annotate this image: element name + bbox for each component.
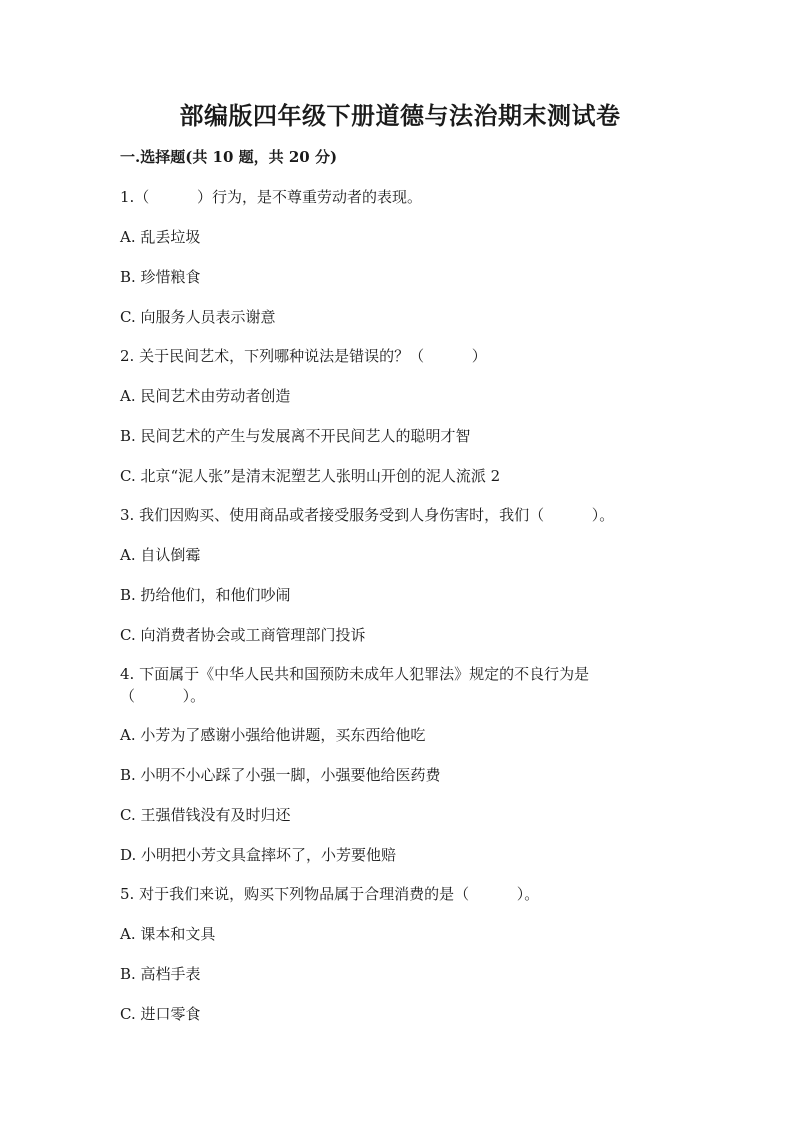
question-1-stem: 1.（ ）行为，是不尊重劳动者的表现。: [120, 188, 422, 206]
question-4-option-c: C. 王强借钱没有及时归还: [120, 806, 291, 824]
question-2-option-c: C. 北京“泥人张”是清末泥塑艺人张明山开创的泥人流派 2: [120, 467, 501, 485]
question-4-option-b: B. 小明不小心踩了小强一脚，小强要他给医药费: [120, 766, 441, 784]
question-5-option-a: A. 课本和文具: [120, 925, 216, 943]
question-4-stem-line1: 4. 下面属于《中华人民共和国预防未成年人犯罪法》规定的不良行为是: [120, 665, 590, 683]
question-2-stem: 2. 关于民间艺术，下列哪种说法是错误的？（ ）: [120, 347, 487, 365]
question-1-option-a: A. 乱丢垃圾: [120, 228, 201, 246]
question-4-stem-line2: （ ）。: [120, 687, 206, 705]
section-heading: 一.选择题(共 10 题，共 20 分): [120, 148, 338, 166]
question-5-option-b: B. 高档手表: [120, 965, 201, 983]
question-1-option-c: C. 向服务人员表示谢意: [120, 308, 276, 326]
question-4-option-a: A. 小芳为了感谢小强给他讲题，买东西给他吃: [120, 726, 426, 744]
question-3-option-a: A. 自认倒霉: [120, 546, 201, 564]
question-4-option-d: D. 小明把小芳文具盒摔坏了，小芳要他赔: [120, 846, 397, 864]
question-2-option-a: A. 民间艺术由劳动者创造: [120, 387, 291, 405]
question-3-stem: 3. 我们因购买、使用商品或者接受服务受到人身伤害时，我们（ ）。: [120, 506, 615, 524]
question-1-option-b: B. 珍惜粮食: [120, 268, 201, 286]
question-3-option-c: C. 向消费者协会或工商管理部门投诉: [120, 626, 366, 644]
question-5-option-c: C. 进口零食: [120, 1005, 201, 1023]
question-3-option-b: B. 扔给他们，和他们吵闹: [120, 586, 291, 604]
question-5-stem: 5. 对于我们来说，购买下列物品属于合理消费的是（ ）。: [120, 885, 540, 903]
question-2-option-b: B. 民间艺术的产生与发展离不开民间艺人的聪明才智: [120, 427, 471, 445]
page-title: 部编版四年级下册道德与法治期末测试卷: [179, 101, 621, 130]
